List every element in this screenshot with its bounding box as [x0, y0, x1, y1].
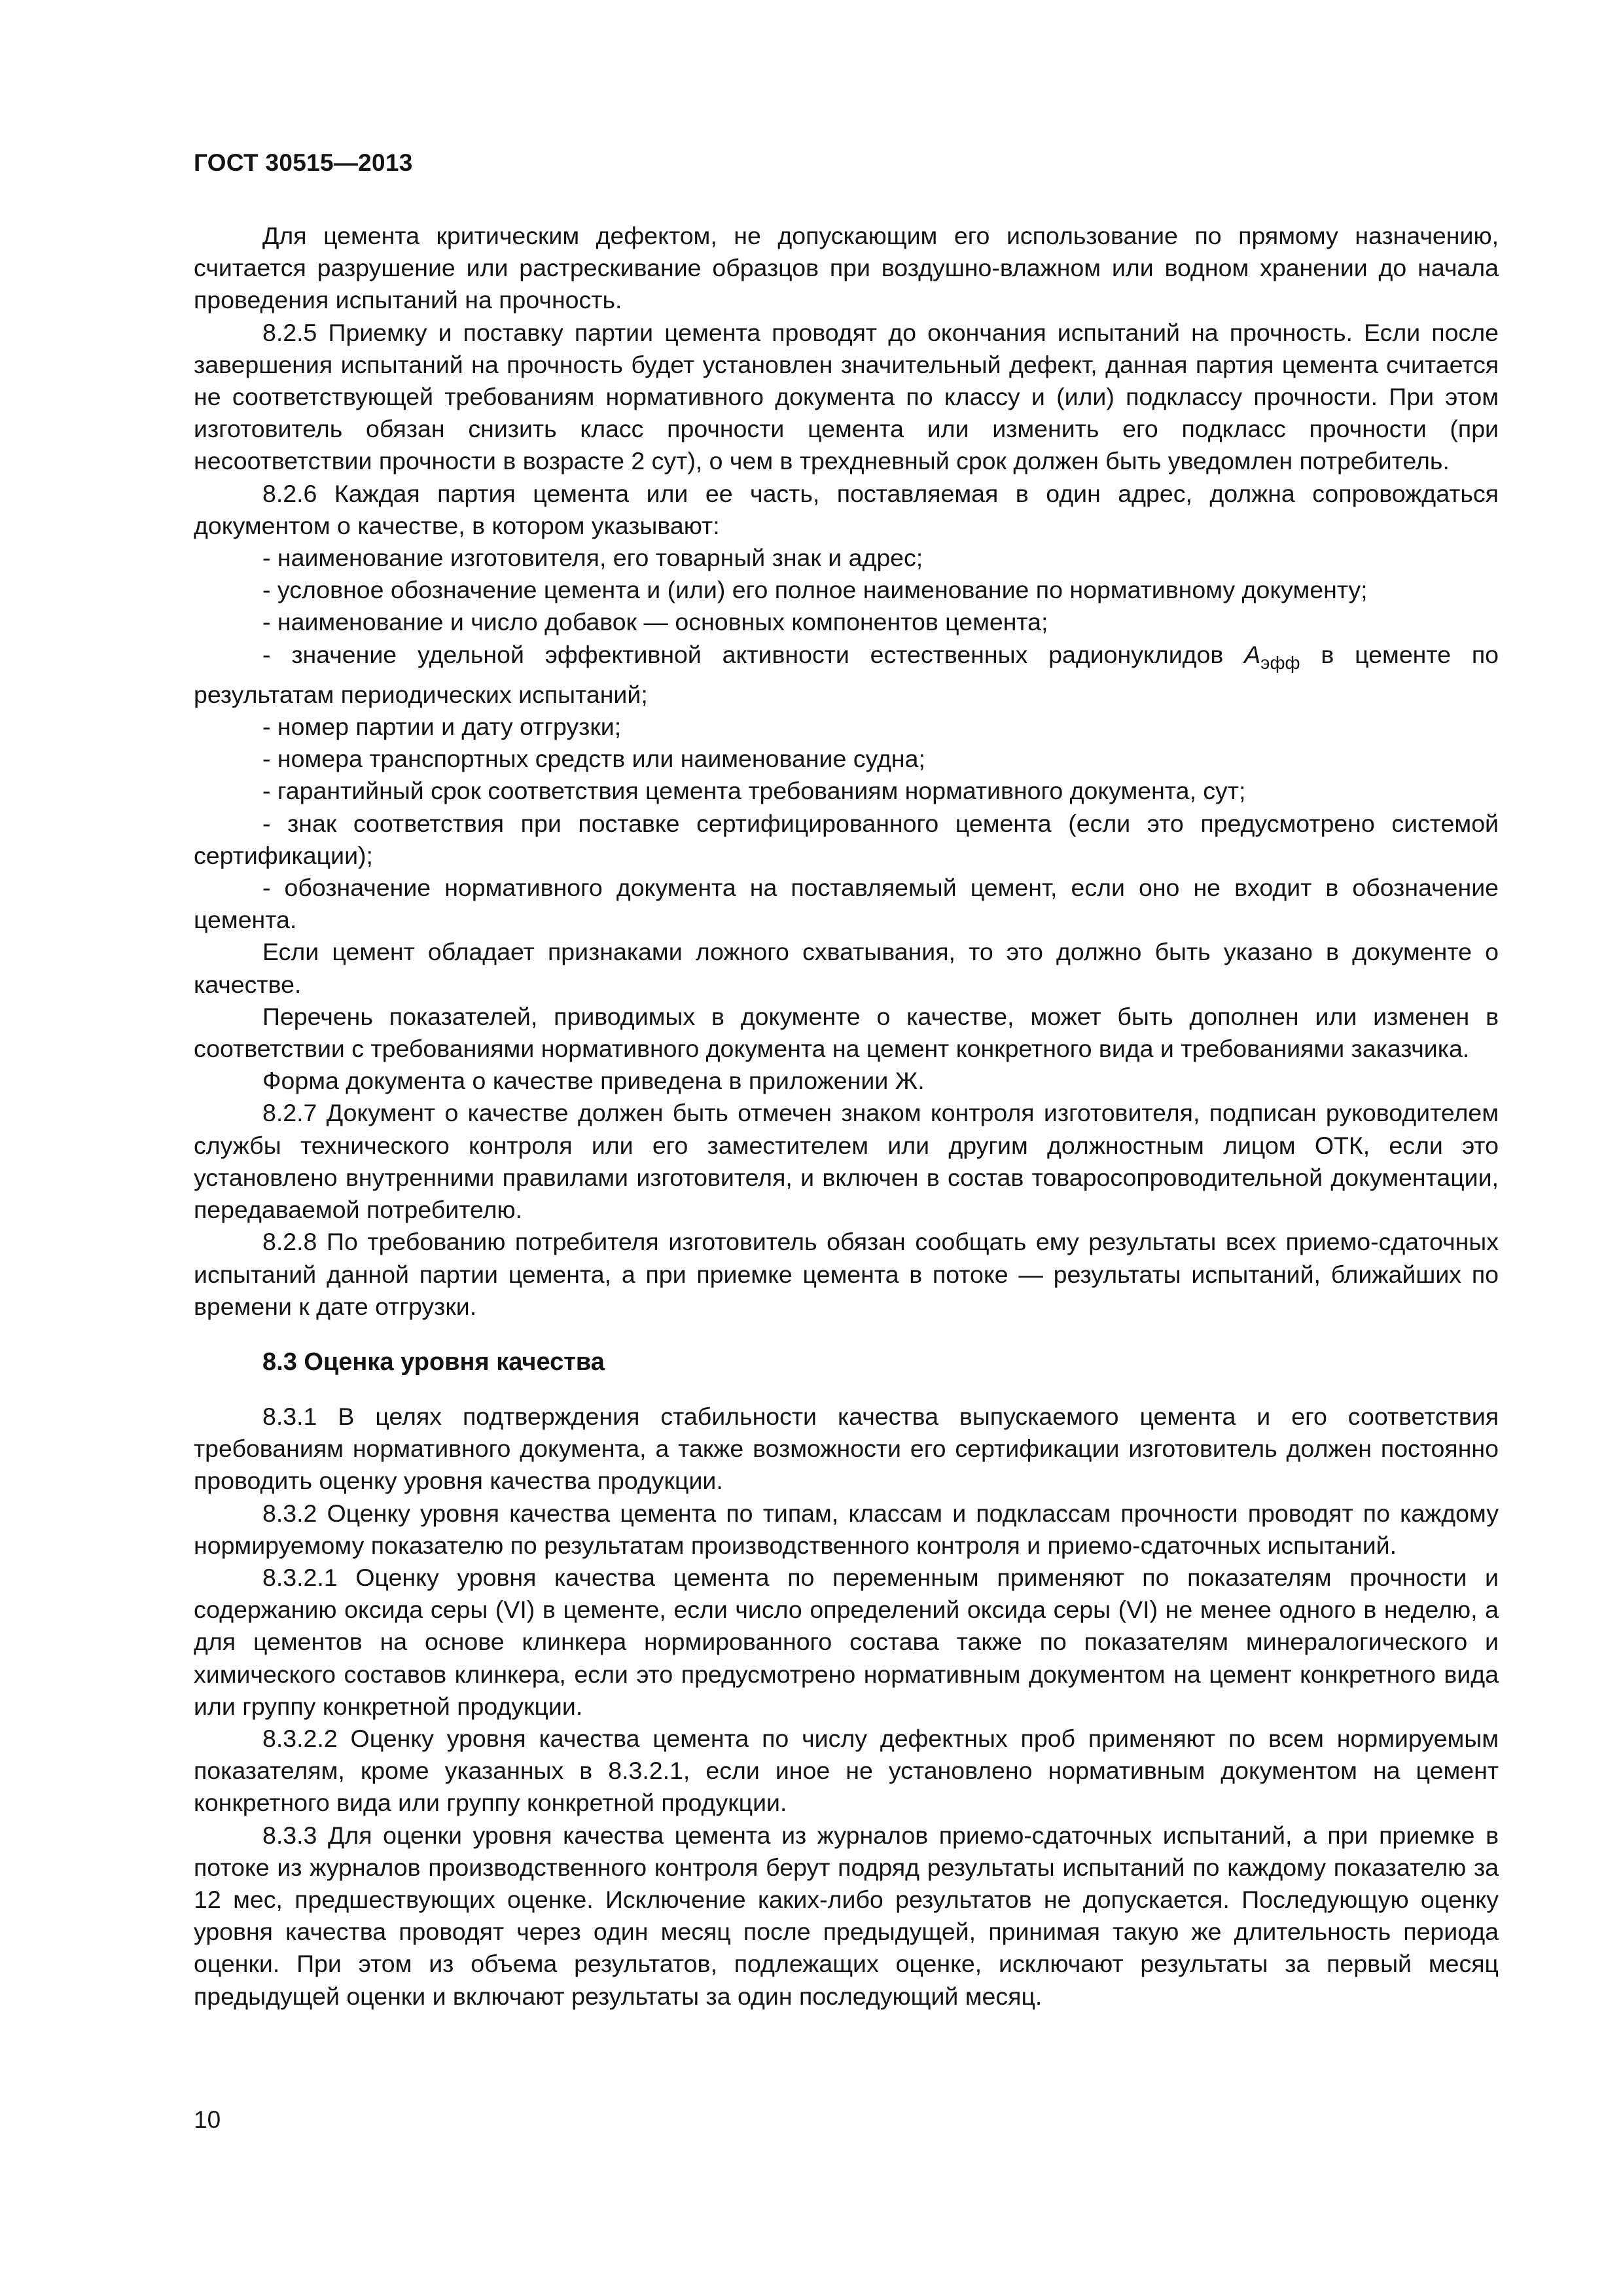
list-item: - гарантийный срок соответствия цемента требованиям нормативного документа, сут;: [262, 777, 1246, 805]
list-item: - наименование и число добавок — основных компонентов цемента;: [262, 608, 1048, 636]
section-heading-8-3: 8.3 Оценка уровня качества: [262, 1348, 605, 1376]
list-item-text: в цементе по результатам периодических испытаний;: [194, 640, 1499, 708]
paragraph-8-2-5: 8.2.5 Приемку и поставку партии цемента проводят до окончания испытаний на прочность. Если после завершения испытаний на прочность будет установлен значительный дефект, данная партия цемента считается не соответствующей требованиям нормативного документа по классу и (или) подклассу прочности. При этом изготовитель обязан снизить класс прочности цемента или изменить его подкласс прочности (при несоответствии прочности в возрасте 2 сут), о чем в трехдневный срок должен быть уведомлен потребитель.: [194, 318, 1499, 475]
paragraph-8-3-1: 8.3.1 В целях подтверждения стабильности качества выпускаемого цемента и его соответствия требованиям нормативного документа, а также возможности его сертификации изготовитель должен постоянно проводить оценку уровня качества продукции.: [194, 1402, 1499, 1495]
paragraph-8-2-6: 8.2.6 Каждая партия цемента или ее часть, поставляемая в один адрес, должна сопровождаться документом о качестве, в котором указывают:: [194, 479, 1499, 539]
paragraph-form-reference: Форма документа о качестве приведена в приложении Ж.: [262, 1067, 925, 1095]
list-item: - наименование изготовителя, его товарный знак и адрес;: [262, 544, 923, 572]
document-header: ГОСТ 30515—2013: [194, 149, 413, 176]
paragraph-critical-defect: Для цемента критическим дефектом, не допускающим его использование по прямому назначению, считается разрушение или растрескивание образцов при воздушно-влажном или водном хранении до начала проведения испытаний на прочность.: [194, 222, 1499, 314]
page-number: 10: [194, 2106, 221, 2133]
list-item: - знак соответствия при поставке сертифицированного цемента (если это предусмотрено системой сертификации);: [194, 809, 1499, 869]
paragraph-8-2-8: 8.2.8 По требованию потребителя изготовитель обязан сообщать ему результаты всех приемо-сдаточных испытаний данной партии цемента, а при приемке цемента в потоке — результаты испытаний, ближайших по времени к дате отгрузки.: [194, 1228, 1499, 1320]
paragraph-indicators: Перечень показателей, приводимых в документе о качестве, может быть дополнен или изменен в соответствии с требованиями нормативного документа на цемент конкретного вида и требованиями заказчика.: [194, 1002, 1499, 1063]
activity-symbol: A: [1244, 640, 1261, 668]
document-body: [194, 220, 1499, 2013]
list-item-text: - значение удельной эффективной активности естественных радионуклидов: [262, 640, 1245, 668]
paragraph-8-3-2-2: 8.3.2.2 Оценку уровня качества цемента по числу дефектных проб применяют по всем нормируемым показателям, кроме указанных в 8.3.2.1, если иное не установлено нормативным документом на цемент конкретного вида или группу конкретной продукции.: [194, 1724, 1499, 1817]
list-item: - номера транспортных средств или наименование судна;: [262, 745, 925, 773]
list-item-radionuclides: [194, 639, 1499, 711]
paragraph-8-3-3: 8.3.3 Для оценки уровня качества цемента из журналов приемо-сдаточных испытаний, а при приемке в потоке из журналов производственного контроля берут подряд результаты испытаний по каждому показателю за 12 мес, предшествующих оценке. Исключение каких-либо результатов не допускается. Последующую оценку уровня качества проводят через один месяц после предыдущей, принимая такую же длительность периода оценки. При этом из объема результатов, подлежащих оценке, исключают результаты за первый месяц предыдущей оценки и включают результаты за один последующий месяц.: [194, 1821, 1499, 2010]
paragraph-8-3-2: 8.3.2 Оценку уровня качества цемента по типам, классам и подклассам прочности проводят по каждому нормируемому показателю по результатам производственного контроля и приемо-сдаточных испытаний.: [194, 1499, 1499, 1559]
activity-subscript: эфф: [1260, 652, 1300, 673]
paragraph-8-2-7: 8.2.7 Документ о качестве должен быть отмечен знаком контроля изготовителя, подписан руководителем службы технического контроля или его заместителем или другим должностным лицом ОТК, если это установлено внутренними правилами изготовителя, и включен в состав товаросопроводительной документации, передаваемой потребителю.: [194, 1099, 1499, 1224]
list-item: - обозначение нормативного документа на поставляемый цемент, если оно не входит в обозначение цемента.: [194, 874, 1499, 934]
list-item: - номер партии и дату отгрузки;: [262, 713, 622, 741]
paragraph-false-setting: Если цемент обладает признаками ложного схватывания, то это должно быть указано в документе о качестве.: [194, 938, 1499, 998]
paragraph-8-3-2-1: 8.3.2.1 Оценку уровня качества цемента по переменным применяют по показателям прочности и содержанию оксида серы (VI) в цементе, если число определений оксида серы (VI) не менее одного в неделю, а для цементов на основе клинкера нормированного состава также по показателям минералогического и химического составов клинкера, если это предусмотрено нормативным документом на цемент конкретного вида или группу конкретной продукции.: [194, 1563, 1499, 1720]
list-item: - условное обозначение цемента и (или) его полное наименование по нормативному документу;: [262, 576, 1368, 604]
